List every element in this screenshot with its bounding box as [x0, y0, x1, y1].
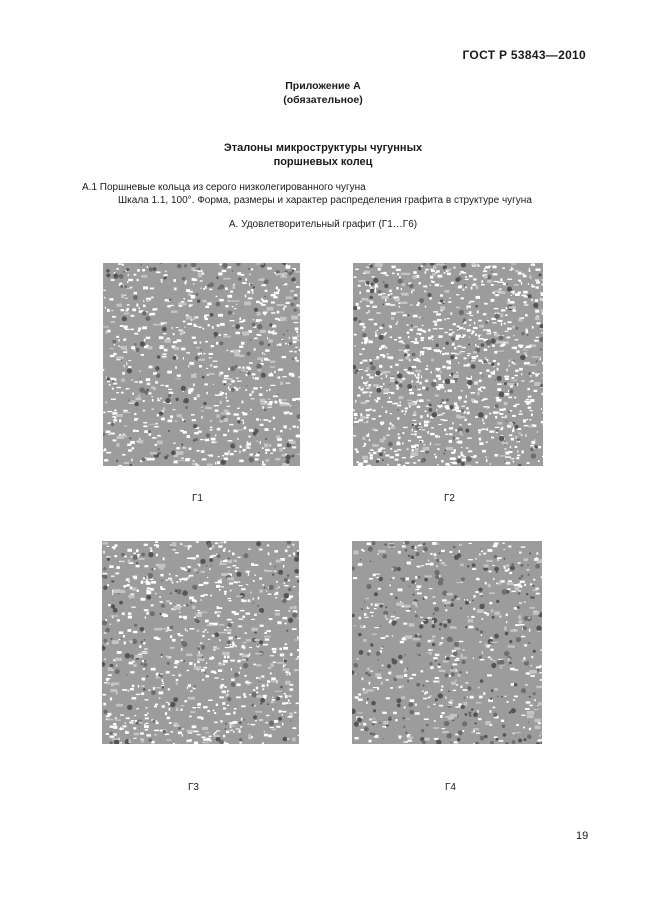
scale-text: Шкала 1.1, 100°. Форма, размеры и характер распределения графита в структуре чугуна	[118, 195, 532, 206]
figure-g3-image	[102, 541, 299, 744]
microstructure-image	[353, 263, 543, 466]
figure-g3-caption: Г3	[188, 782, 199, 793]
standard-designation: ГОСТ Р 53843—2010	[462, 48, 586, 62]
section-title-line1: Эталоны микроструктуры чугунных	[223, 142, 423, 154]
microstructure-image	[103, 263, 300, 466]
microstructure-image	[352, 541, 542, 744]
figure-g4-image	[352, 541, 542, 744]
annex-status: (обязательное)	[283, 94, 363, 106]
section-title-line2: поршневых колец	[273, 156, 373, 168]
subsection-label: А. Удовлетворительный графит (Г1…Г6)	[228, 219, 418, 230]
clause-text: А.1 Поршневые кольца из серого низколегированного чугуна	[82, 182, 366, 193]
figure-g1-image	[103, 263, 300, 466]
annex-title: Приложение А	[285, 80, 361, 92]
microstructure-image	[102, 541, 299, 744]
figure-g2-caption: Г2	[444, 493, 455, 504]
figure-g1-caption: Г1	[192, 493, 203, 504]
figure-g4-caption: Г4	[445, 782, 456, 793]
figure-g2-image	[353, 263, 543, 466]
page-number: 19	[576, 830, 589, 842]
